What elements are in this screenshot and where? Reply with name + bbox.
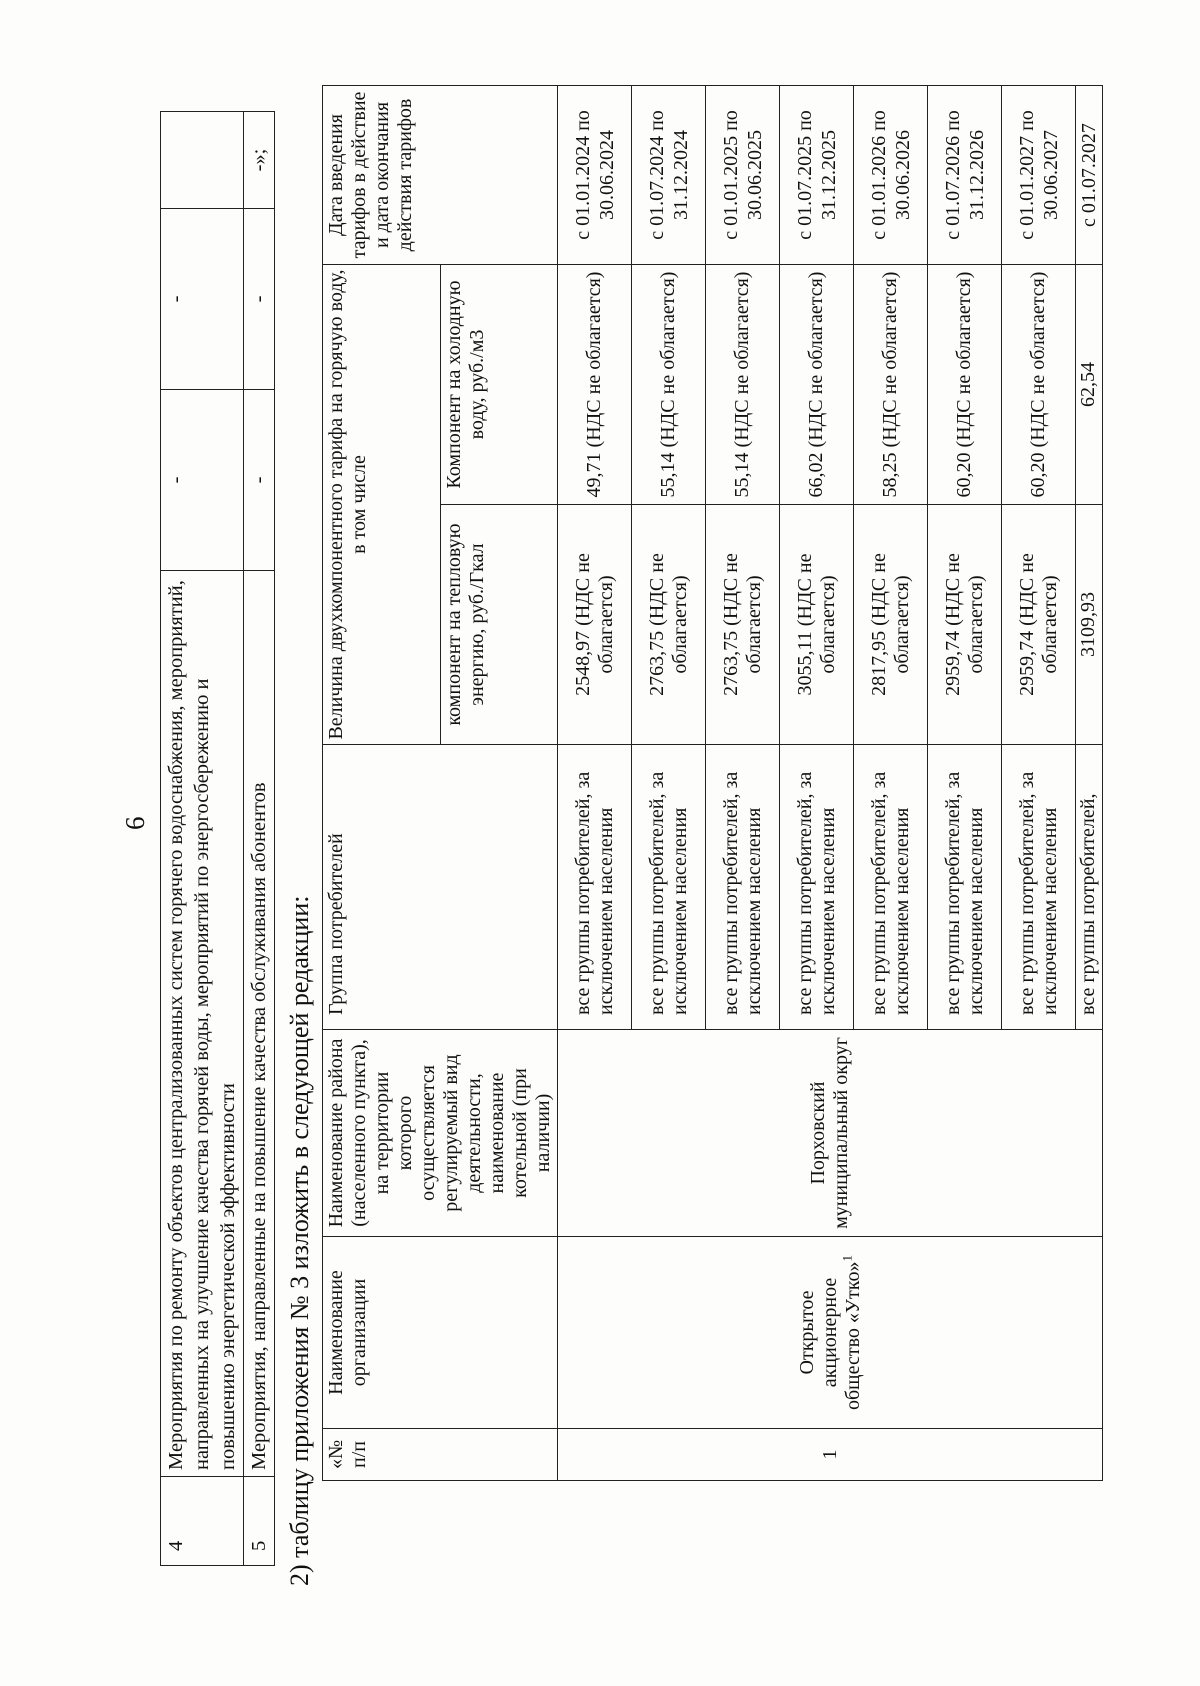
cold-component-value: 55,14 (НДС не облагается) xyxy=(632,265,706,505)
cold-component-value: 66,02 (НДС не облагается) xyxy=(780,265,854,505)
header-date: Дата введения тарифов в действие и дата окончания действия тарифов xyxy=(323,86,558,265)
consumer-group: все группы потребителей, за исключением населения xyxy=(632,745,706,1030)
heat-component-value: 2763,75 (НДС не облагается) xyxy=(632,505,706,745)
measure-value: - xyxy=(244,209,275,390)
measure-value: - xyxy=(244,390,275,571)
tariff-table xyxy=(322,85,1103,1481)
footnote-marker: 1 xyxy=(838,1255,854,1262)
cold-component-value: 55,14 (НДС не облагается) xyxy=(706,265,780,505)
header-group: Группа потребителей xyxy=(323,745,558,1030)
cold-component-value: 60,20 (НДС не облагается) xyxy=(928,265,1002,505)
tariff-period: с 01.07.2026 по 31.12.2026 xyxy=(928,86,1002,265)
heat-component-value: 2763,75 (НДС не облагается) xyxy=(706,505,780,745)
cold-component-value: 58,25 (НДС не облагается) xyxy=(854,265,928,505)
consumer-group: все группы потребителей, xyxy=(1076,745,1103,1030)
consumer-group: все группы потребителей, за исключением населения xyxy=(558,745,632,1030)
cold-component-value: 49,71 (НДС не облагается) xyxy=(558,265,632,505)
tariff-period: с 01.07.2025 по 31.12.2025 xyxy=(780,86,854,265)
organization-name xyxy=(558,1237,1103,1429)
measures-table xyxy=(160,111,275,1566)
measure-value: - xyxy=(161,390,244,571)
header-tariff-value: Величина двухкомпонентного тарифа на горячую воду, в том числе xyxy=(323,265,441,745)
table-row xyxy=(161,112,244,1566)
consumer-group: все группы потребителей, за исключением населения xyxy=(706,745,780,1030)
measure-text: Мероприятия по ремонту объектов централизованных систем горячего водоснабжения, мероприятий, направленных на улучшение качества горячей воды, мероприятий по энергосбережению и повышению энергетической эффективности xyxy=(161,571,244,1477)
heat-component-value: 2959,74 (НДС не облагается) xyxy=(1002,505,1076,745)
consumer-group: все группы потребителей, за исключением населения xyxy=(1002,745,1076,1030)
cold-component-value: 62,54 xyxy=(1076,265,1103,505)
tariff-period: с 01.01.2026 по 30.06.2026 xyxy=(854,86,928,265)
cold-component-value: 60,20 (НДС не облагается) xyxy=(1002,265,1076,505)
row-number: 1 xyxy=(558,1429,1103,1481)
tariff-period: с 01.01.2025 по 30.06.2025 xyxy=(706,86,780,265)
measure-text: Мероприятия, направленные на повышение качества обслуживания абонентов xyxy=(244,571,275,1477)
tariff-period: с 01.07.2024 по 31.12.2024 xyxy=(632,86,706,265)
header-cold-component: Компонент на холодную воду, руб./м3 xyxy=(440,265,558,505)
measure-value: -»; xyxy=(244,112,275,209)
consumer-group: все группы потребителей, за исключением населения xyxy=(928,745,1002,1030)
section-heading: 2) таблицу приложения № 3 изложить в следующей редакции: xyxy=(285,895,314,1586)
organization-name-text: Открытое акционерное общество «Утко» xyxy=(795,1261,864,1410)
heat-component-value: 3055,11 (НДС не облагается) xyxy=(780,505,854,745)
tariff-period: с 01.07.2027 xyxy=(1076,86,1103,265)
tariff-period: с 01.01.2024 по 30.06.2024 xyxy=(558,86,632,265)
consumer-group: все группы потребителей, за исключением населения xyxy=(780,745,854,1030)
heat-component-value: 2817,95 (НДС не облагается) xyxy=(854,505,928,745)
district-name: Порховский муниципальный округ xyxy=(558,1030,1103,1237)
header-organization: Наименование организации xyxy=(323,1237,558,1429)
tariff-period: с 01.01.2027 по 30.06.2027 xyxy=(1002,86,1076,265)
heat-component-value: 2548,97 (НДС не облагается) xyxy=(558,505,632,745)
table-row xyxy=(558,86,632,1481)
header-row xyxy=(323,86,441,1481)
heat-component-value: 2959,74 (НДС не облагается) xyxy=(928,505,1002,745)
heat-component-value: 3109,93 xyxy=(1076,505,1103,745)
header-district: Наименование района (населенного пункта), на территории которого осуществляется регулируемый вид деятельности, наименование котельной (при наличии) xyxy=(323,1030,558,1237)
table-row xyxy=(244,112,275,1566)
consumer-group: все группы потребителей, за исключением населения xyxy=(854,745,928,1030)
header-num: «№ п/п xyxy=(323,1429,558,1481)
header-heat-component: компонент на тепловую энергию, руб./Гкал xyxy=(440,505,558,745)
measure-value: - xyxy=(161,209,244,390)
row-number: 5 xyxy=(244,1477,275,1566)
page-number: 6 xyxy=(120,816,150,830)
measure-value xyxy=(161,112,244,209)
row-number: 4 xyxy=(161,1477,244,1566)
